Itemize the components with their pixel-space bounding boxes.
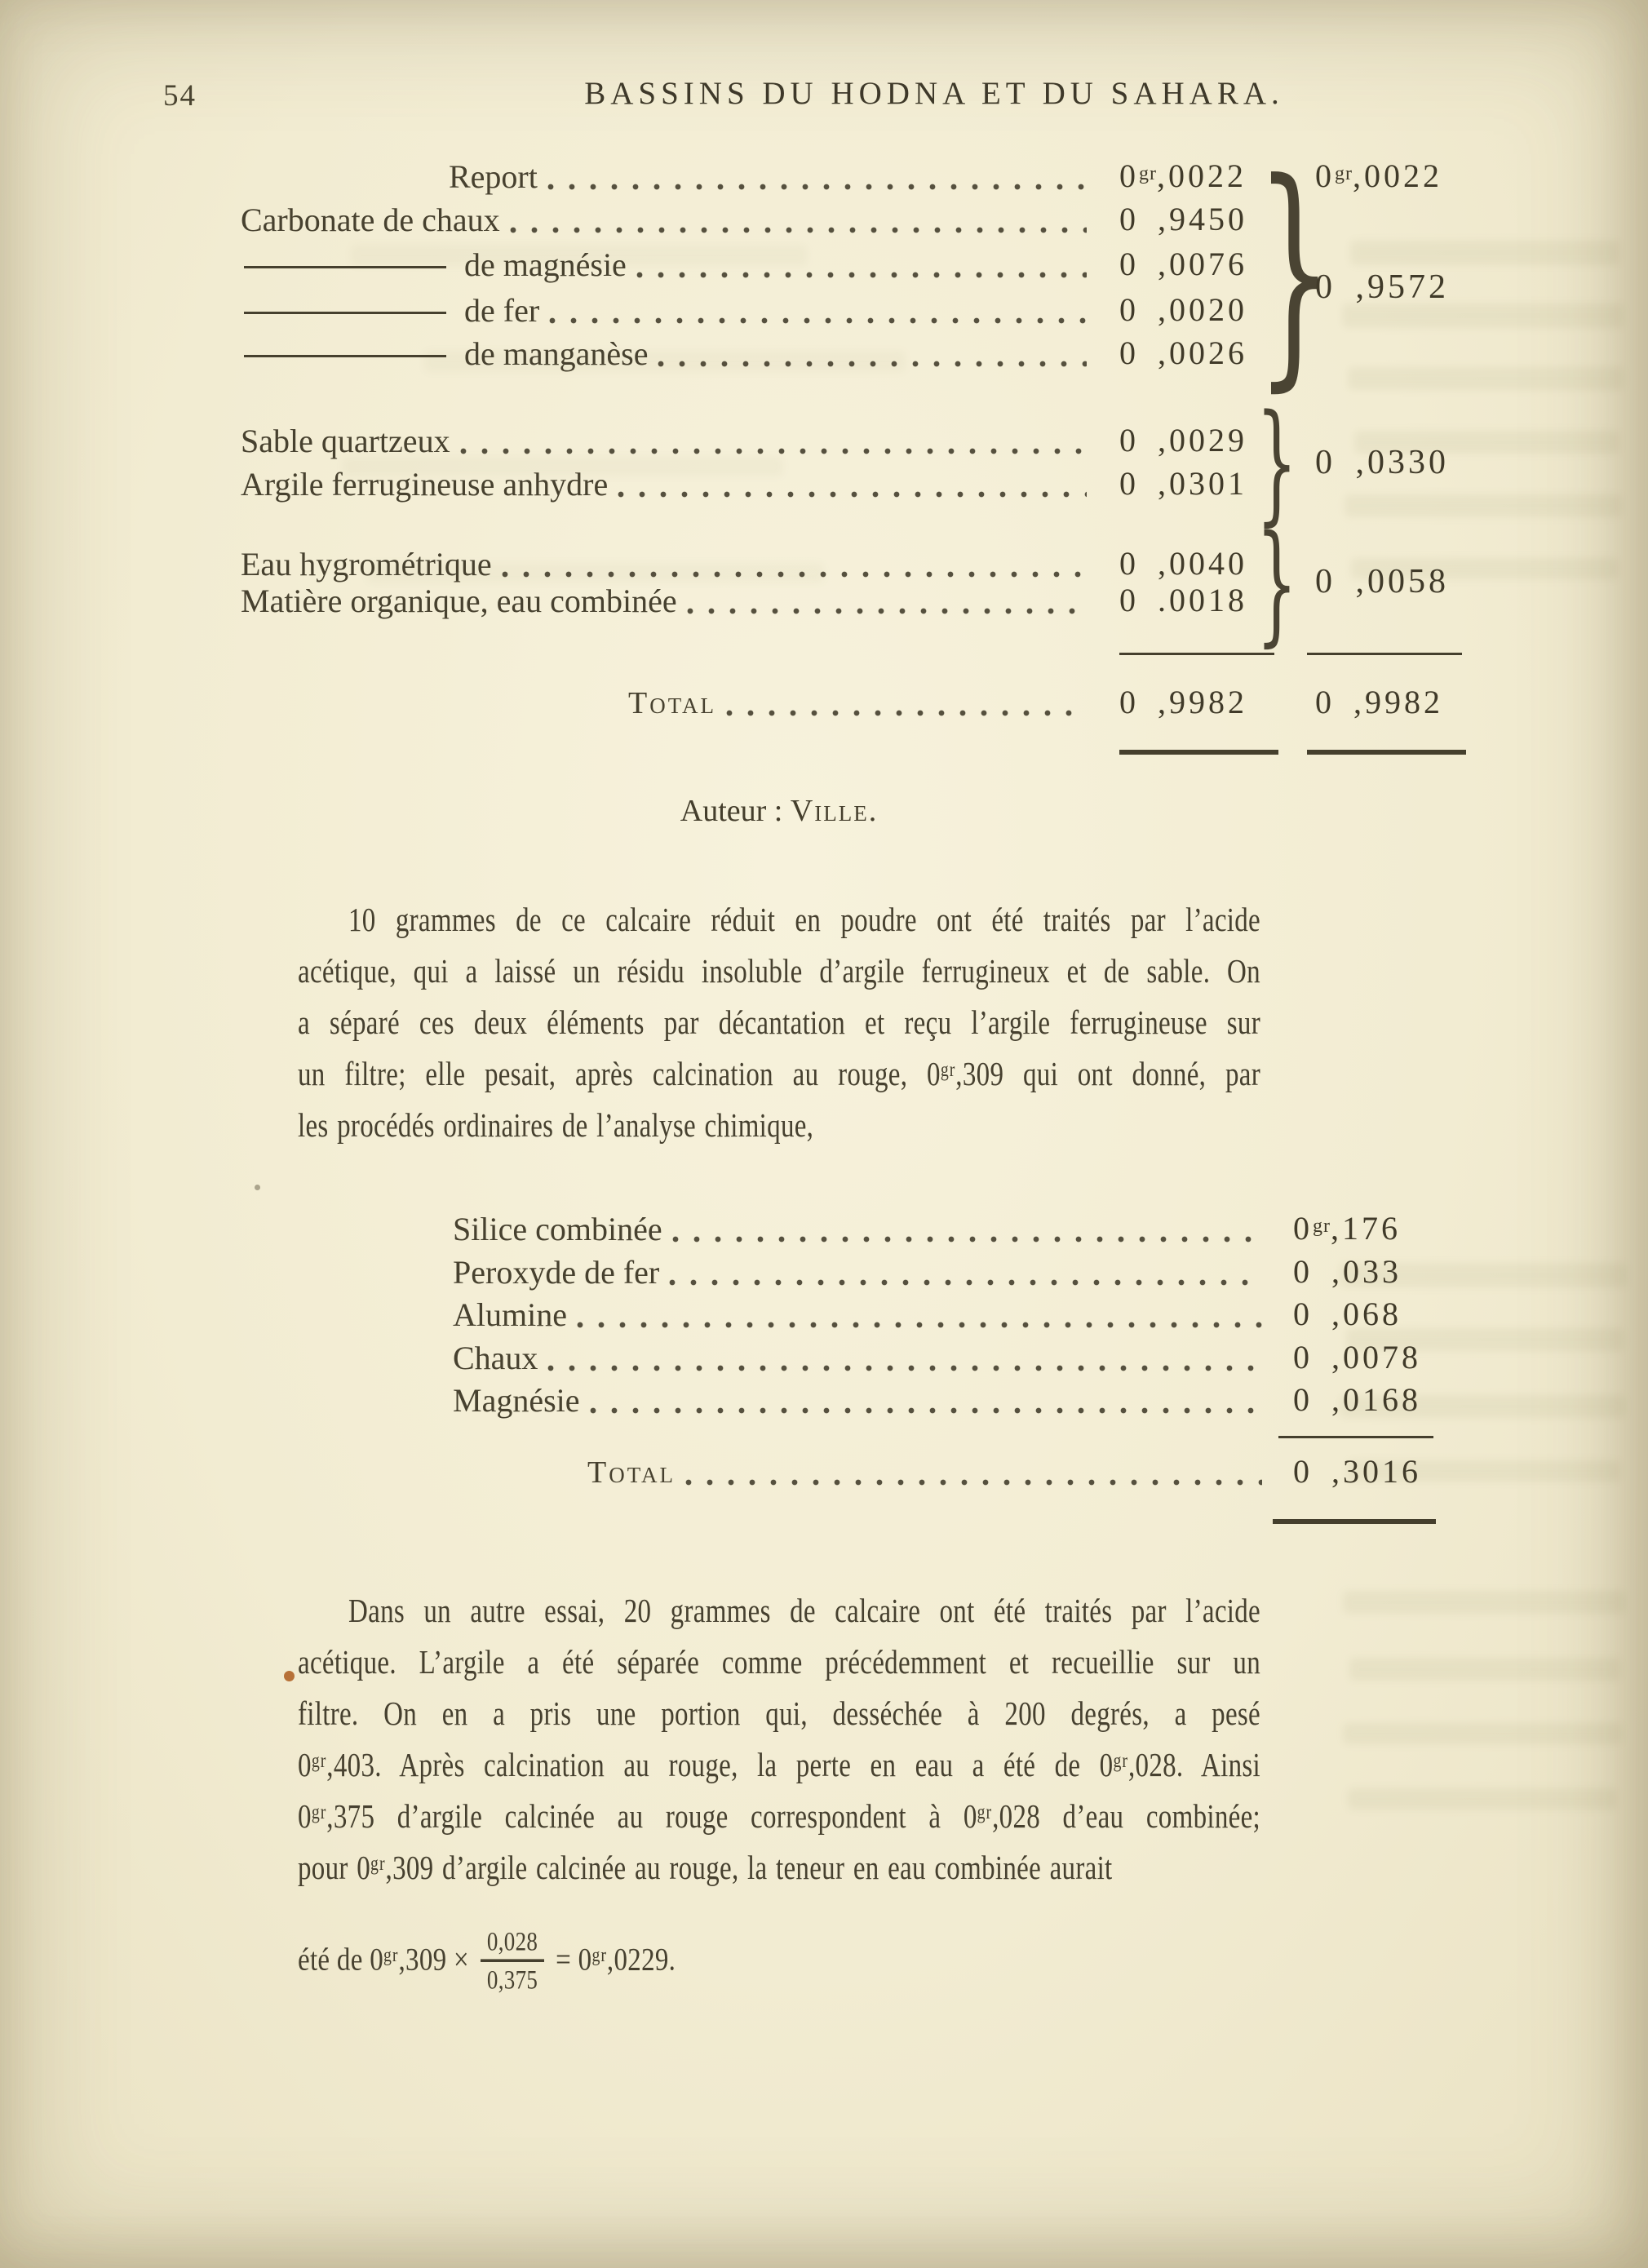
row-label: Alumine: [453, 1296, 567, 1333]
foxing-spot: [284, 1671, 295, 1681]
ditto-dash: [244, 266, 446, 268]
author-name: Ville.: [790, 794, 879, 828]
row-label: de fer: [464, 292, 540, 329]
total-rule-bottom: [1307, 750, 1466, 755]
row-label: Eau hygrométrique: [241, 546, 492, 583]
fraction: [481, 1926, 544, 1994]
row-value: 0 ,0301: [1119, 465, 1247, 502]
row-value: 0 ,0020: [1119, 291, 1247, 328]
dot-leader: [658, 361, 1087, 367]
total-rule-top: [1307, 653, 1462, 655]
total-rule-top: [1278, 1436, 1433, 1438]
total-label: Total: [587, 1455, 676, 1490]
row-value: 0 ,068: [1293, 1296, 1402, 1332]
bleedthrough-ghost: [1343, 1591, 1625, 1614]
group-brace: [1256, 408, 1293, 517]
paragraph-1: [298, 895, 1260, 1152]
paragraph-line: $0^{gr},403$. Après calcination au rouge, la perte en eau a été de $0^{gr},028$. Ainsi: [298, 1747, 1260, 1785]
total-value: 0 ,9982: [1315, 684, 1443, 720]
dot-leader: [618, 491, 1087, 498]
dot-leader: [590, 1407, 1262, 1414]
paragraph-line: acétique. L’argile a été séparée comme précédemment et recueillie sur un: [298, 1644, 1260, 1682]
row-label: de manganèse: [464, 335, 649, 372]
total-rule-top: [1119, 653, 1274, 655]
dot-leader: [685, 1479, 1262, 1486]
dot-leader: [547, 184, 1087, 190]
row-label: Sable quartzeux: [241, 423, 450, 459]
dot-leader: [549, 317, 1087, 324]
paragraph-line: Dans un autre essai, 20 grammes de calcaire ont été traités par l’acide: [348, 1592, 1260, 1631]
paragraph-line: acétique, qui a laissé un résidu insoluble d’argile ferrugineux et de sable. On: [298, 953, 1260, 991]
row-label: Matière organique, eau combinée: [241, 583, 677, 619]
paragraph-2: [298, 1586, 1260, 1894]
row-label: Argile ferrugineuse anhydre: [241, 466, 609, 503]
total-value: 0 ,3016: [1293, 1453, 1421, 1490]
row-value: 0 .0018: [1119, 582, 1247, 618]
total-value: 0 ,9982: [1119, 684, 1247, 720]
group-sum: 0 ,0330: [1315, 444, 1449, 481]
formula-pre: été de $0^{gr},309$ ×: [298, 1942, 469, 1978]
row-label: Magnésie: [453, 1382, 580, 1419]
row-value: 0 ,0040: [1119, 545, 1247, 582]
group-brace: [1256, 173, 1293, 370]
total-rule-bottom: [1119, 750, 1278, 755]
row-value: 0 ,033: [1293, 1253, 1402, 1290]
dot-leader: [547, 1365, 1262, 1371]
dot-leader: [460, 448, 1087, 454]
dot-leader: [502, 571, 1087, 578]
dot-leader: [726, 710, 1087, 716]
author-line: [298, 793, 1260, 829]
row-value: 0 ,0168: [1293, 1381, 1421, 1418]
dot-leader: [577, 1322, 1262, 1328]
dot-leader: [672, 1236, 1262, 1243]
page-number: 54: [163, 79, 197, 113]
row-label: Carbonate de chaux: [241, 202, 500, 238]
row-label: Chaux: [453, 1340, 538, 1376]
row-value: 0 ,0029: [1119, 422, 1247, 458]
row-value: $0^{gr},176$: [1293, 1210, 1401, 1247]
row-value: $0^{gr},0022$: [1315, 157, 1442, 194]
residue-table: [453, 1207, 1460, 1550]
dot-leader: [669, 1279, 1262, 1286]
paragraph-line: un filtre; elle pesait, après calcination au rouge, $0^{gr},309$ qui ont donné, par: [298, 1056, 1260, 1094]
row-label: de magnésie: [464, 246, 627, 283]
row-value: 0 ,0076: [1119, 246, 1247, 282]
paragraph-line: 10 grammes de ce calcaire réduit en poudre ont été traités par l’acide: [348, 901, 1260, 940]
page-title: BASSINS DU HODNA ET DU SAHARA.: [584, 76, 1284, 111]
ditto-dash: [244, 312, 446, 314]
bleedthrough-ghost: [1349, 1658, 1620, 1681]
dot-leader: [687, 608, 1087, 614]
row-label: Peroxyde de fer: [453, 1254, 660, 1291]
fraction-numerator: 0,028: [481, 1926, 544, 1961]
row-value: $0^{gr},0022$: [1119, 157, 1247, 194]
row-value: 0 ,0078: [1293, 1339, 1421, 1375]
foxing-spot: [255, 1185, 260, 1190]
row-value: 0 ,9450: [1119, 201, 1247, 237]
bleedthrough-ghost: [1343, 1723, 1622, 1744]
paragraph-line: les procédés ordinaires de l’analyse chimique,: [298, 1107, 814, 1145]
total-label: Total: [628, 686, 717, 720]
row-label: Report: [449, 158, 538, 195]
dot-leader: [636, 272, 1087, 278]
row-label: Silice combinée: [453, 1211, 662, 1247]
formula-post: = $0^{gr},0229$.: [556, 1942, 676, 1978]
paragraph-line: filtre. On en a pris une portion qui, desséchée à 200 degrés, a pesé: [298, 1695, 1260, 1734]
paragraph-line: a séparé ces deux éléments par décantation et reçu l’argile ferrugineuse sur: [298, 1004, 1260, 1043]
author-prefix: Auteur :: [680, 794, 791, 828]
group-sum: 0 ,0058: [1315, 563, 1449, 600]
dot-leader: [510, 227, 1087, 233]
formula-line: [298, 1913, 676, 2007]
group-sum: 0 ,9572: [1315, 268, 1449, 306]
bleedthrough-ghost: [1348, 1788, 1617, 1810]
paragraph-line: $0^{gr},375$ d’argile calcinée au rouge correspondent à $0^{gr},028$ d’eau combinée;: [298, 1798, 1260, 1836]
row-value: 0 ,0026: [1119, 334, 1247, 371]
total-rule-bottom: [1273, 1519, 1436, 1524]
ditto-dash: [244, 355, 446, 357]
paragraph-line: pour $0^{gr},309$ d’argile calcinée au rouge, la teneur en eau combinée aurait: [298, 1849, 1113, 1888]
fraction-denominator: 0,375: [486, 1965, 538, 1994]
analysis-table: [241, 155, 1460, 783]
group-brace: [1256, 529, 1293, 638]
